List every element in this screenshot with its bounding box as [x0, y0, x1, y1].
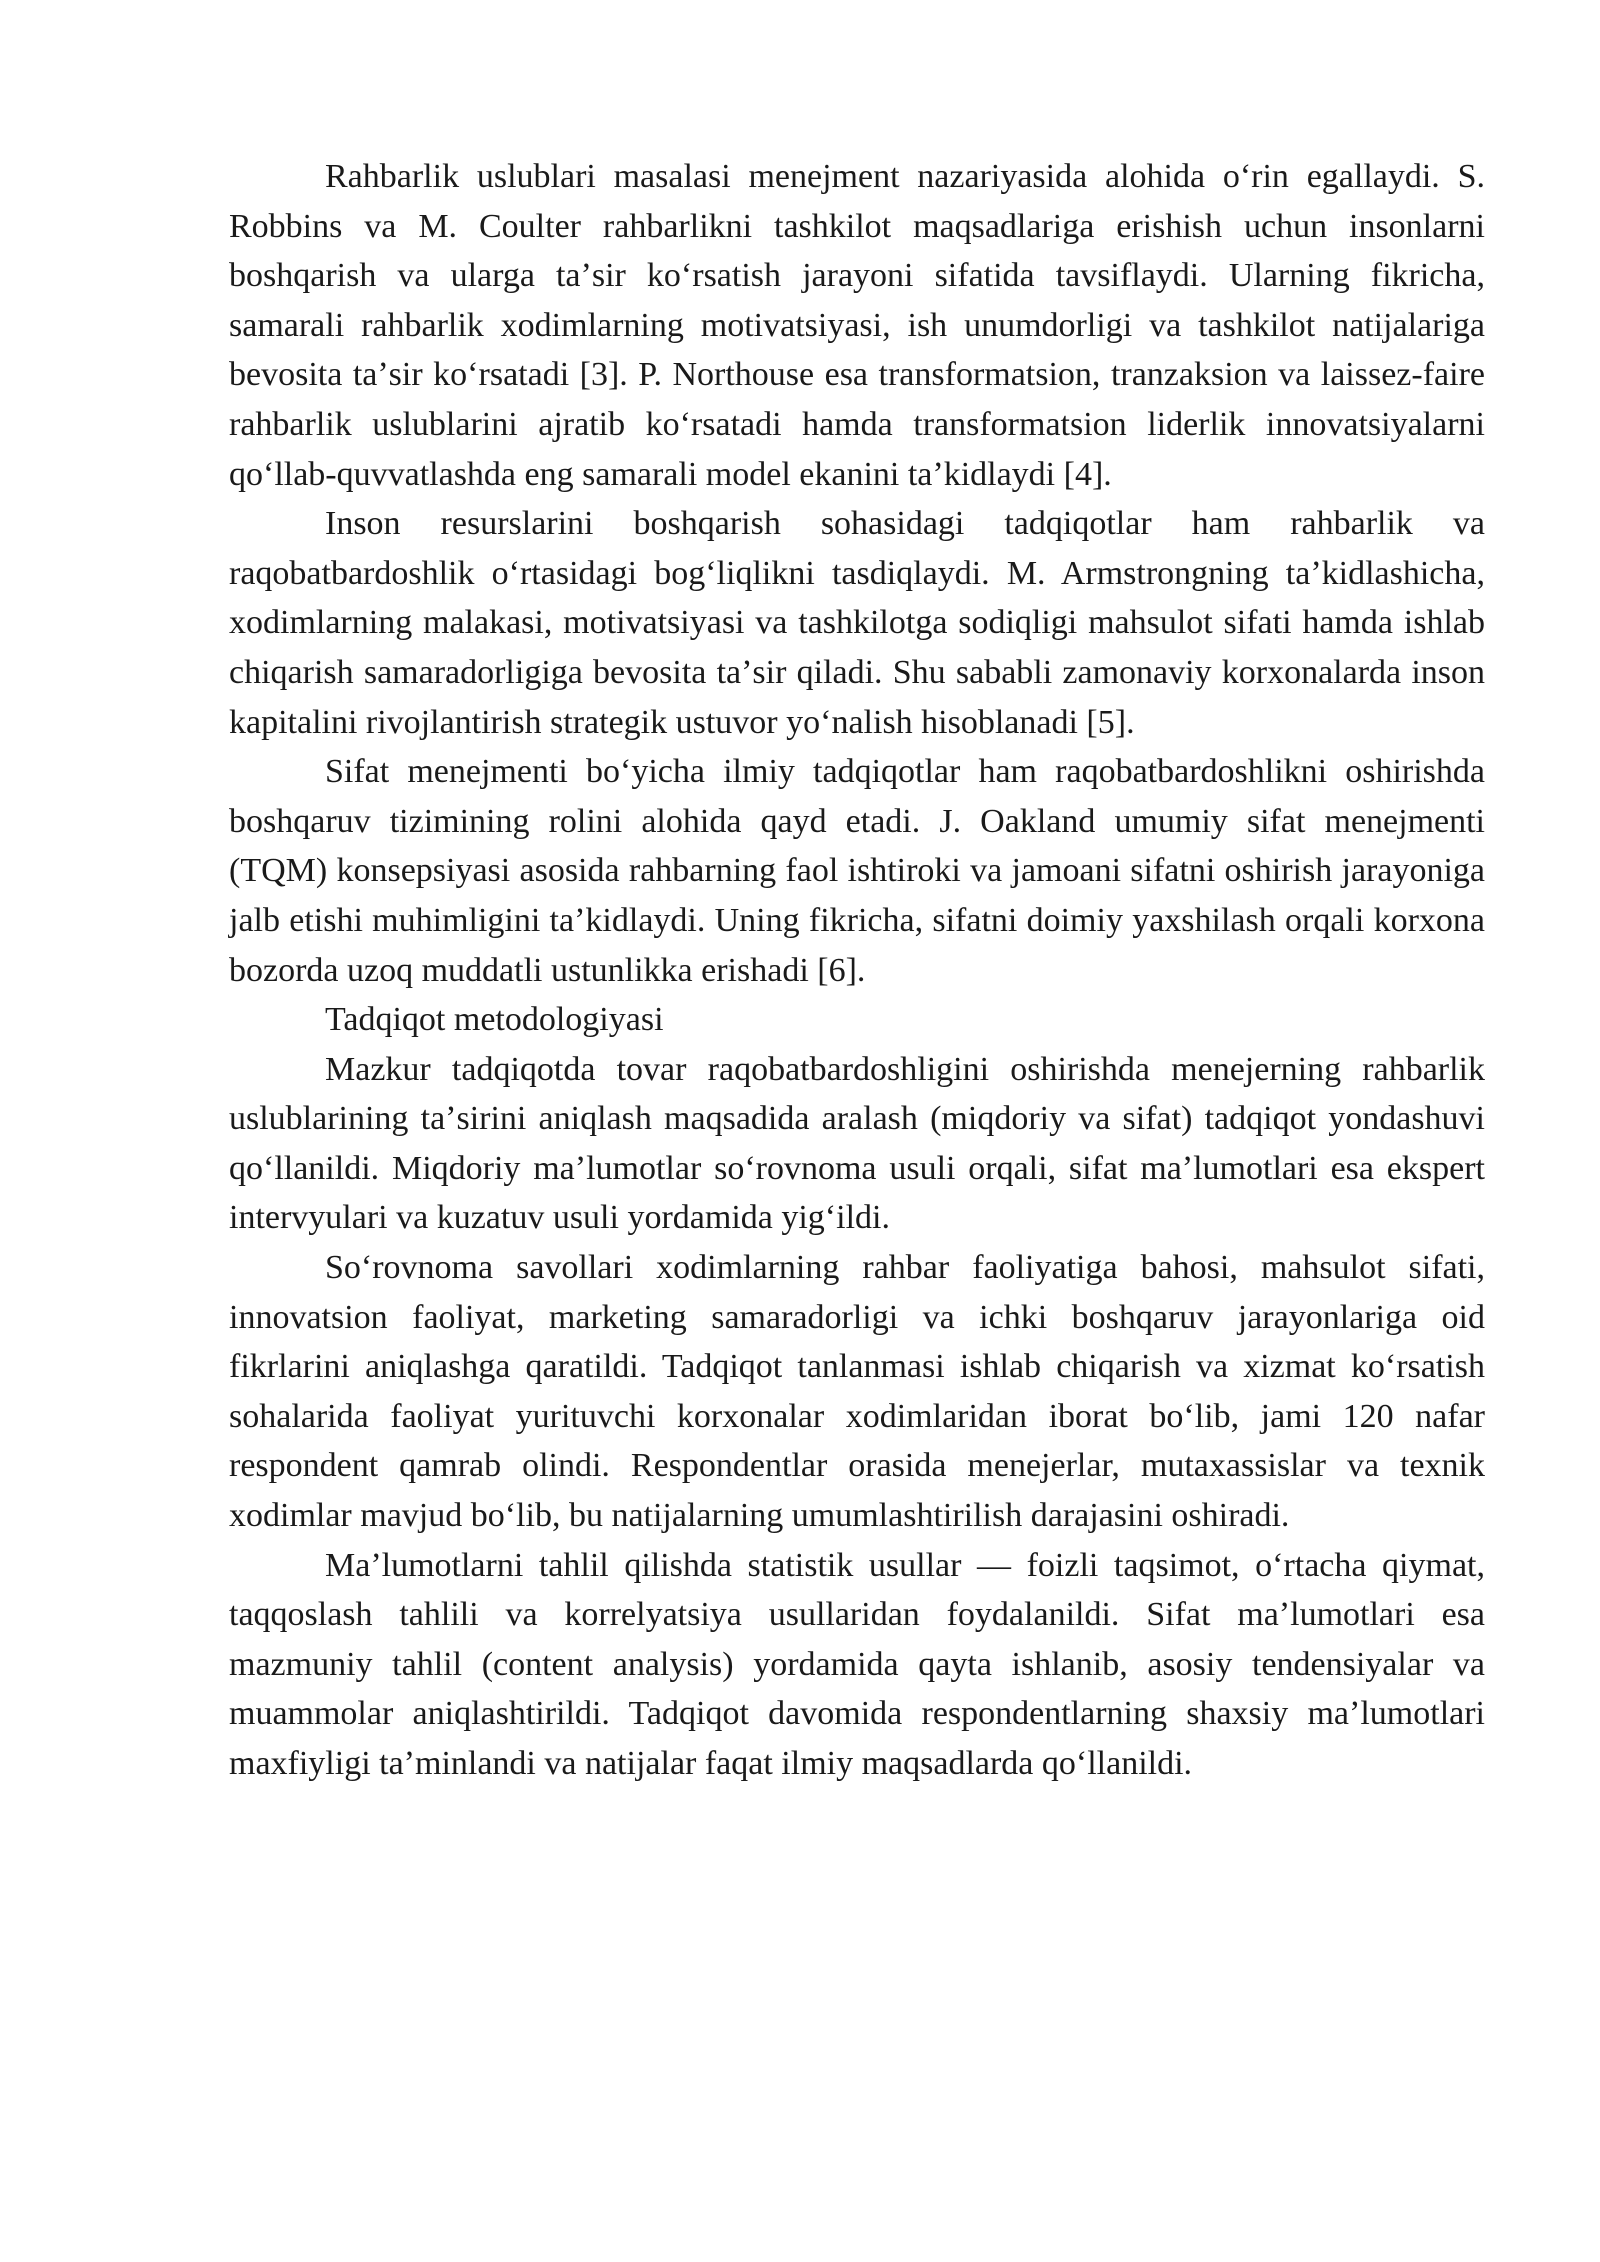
paragraph-survey-sample: Soʻrovnoma savollari xodimlarning rahbar faoliyatiga bahosi, mahsulot sifati, innovatsion faoliyat, marketing samaradorligi va ichki boshqaruv jarayonlariga oid fikrlarini aniqlashga qaratildi. Tadqiqot tanlanmasi ishlab chiqarish va xizmat koʻrsatish sohalarida faoliyat yurituvchi korxonalar xodimlaridan iborat boʻlib, jami 120 nafar respondent qamrab olindi. Respondentlar orasida menejerlar, mutaxassislar va texnik xodimlar mavjud boʻlib, bu natijalarning umumlashtirilish darajasini oshiradi. — [229, 1249, 1485, 1535]
paragraph-human-resources: Inson resurslarini boshqarish sohasidagi tadqiqotlar ham rahbarlik va raqobatbardoshlik oʻrtasidagi bogʻliqlikni tasdiqlaydi. M. Armstrongning taʼkidlashicha, xodimlarning malakasi, motivatsiyasi va tashkilotga sodiqligi mahsulot sifati hamda ishlab chiqarish samaradorligiga bevosita taʼsir qiladi. Shu sababli zamonaviy korxonalarda inson kapitalini rivojlantirish strategik ustuvor yoʻnalish hisoblanadi [5]. — [229, 505, 1485, 741]
document-page — [229, 152, 1485, 1789]
paragraph-quality-management: Sifat menejmenti boʻyicha ilmiy tadqiqotlar ham raqobatbardoshlikni oshirishda boshqaruv tizimining rolini alohida qayd etadi. J. Oakland umumiy sifat menejmenti (TQM) konsepsiyasi asosida rahbarning faol ishtiroki va jamoani sifatni oshirish jarayoniga jalb etishi muhimligini taʼkidlaydi. Uning fikricha, sifatni doimiy yaxshilash orqali korxona bozorda uzoq muddatli ustunlikka erishadi [6]. — [229, 753, 1485, 989]
paragraph-research-approach: Mazkur tadqiqotda tovar raqobatbardoshligini oshirishda menejerning rahbarlik uslublarining taʼsirini aniqlash maqsadida aralash (miqdoriy va sifat) tadqiqot yondashuvi qoʻllanildi. Miqdoriy maʼlumotlar soʻrovnoma usuli orqali, sifat maʼlumotlari esa ekspert intervyulari va kuzatuv usuli yordamida yigʻildi. — [229, 1050, 1485, 1237]
paragraph-leadership-styles: Rahbarlik uslublari masalasi menejment nazariyasida alohida oʻrin egallaydi. S. Robbins va M. Coulter rahbarlikni tashkilot maqsadlariga erishish uchun insonlarni boshqarish va ularga taʼsir koʻrsatish jarayoni sifatida tavsiflaydi. Ularning fikricha, samarali rahbarlik xodimlarning motivatsiyasi, ish unumdorligi va tashkilot natijalariga bevosita taʼsir koʻrsatadi [3]. P. Northouse esa transformatsion, tranzaksion va laissez-faire rahbarlik uslublarini ajratib koʻrsatadi hamda transformatsion liderlik innovatsiyalarni qoʻllab-quvvatlashda eng samarali model ekanini taʼkidlaydi [4]. — [229, 158, 1485, 493]
section-heading-methodology: Tadqiqot metodologiyasi — [325, 1001, 664, 1039]
paragraph-data-analysis: Maʼlumotlarni tahlil qilishda statistik usullar — foizli taqsimot, oʻrtacha qiymat, taqqoslash tahlili va korrelyatsiya usullaridan foydalanildi. Sifat maʼlumotlari esa mazmuniy tahlil (content analysis) yordamida qayta ishlanib, asosiy tendensiyalar va muammolar aniqlashtirildi. Tadqiqot davomida respondentlarning shaxsiy maʼlumotlari maxfiyligi taʼminlandi va natijalar faqat ilmiy maqsadlarda qoʻllanildi. — [229, 1546, 1485, 1782]
